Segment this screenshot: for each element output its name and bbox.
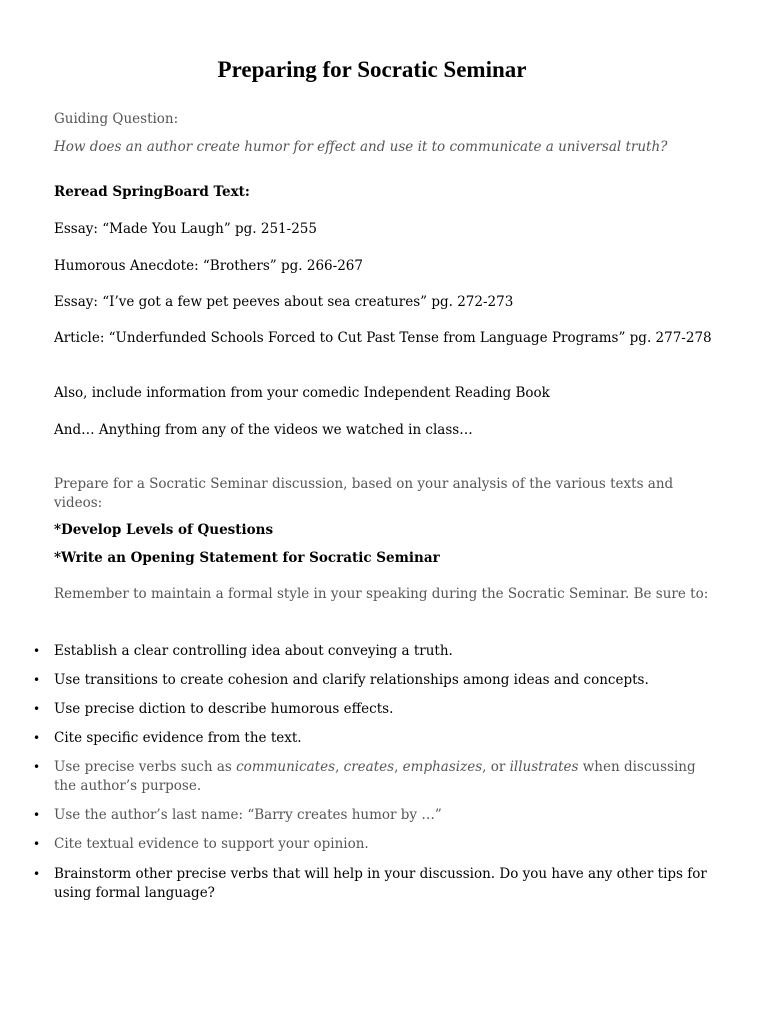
reread-heading: Reread SpringBoard Text: xyxy=(54,184,250,200)
independent-reading-note: Also, include information from your comedic Independent Reading Book xyxy=(54,385,550,401)
bullet-glyph: • xyxy=(33,867,41,881)
bullet-glyph: • xyxy=(33,808,41,822)
bullet-glyph: • xyxy=(33,760,41,774)
text-item-4: Article: “Underfunded Schools Forced to Cut Past Tense from Language Programs” pg. 277-278 xyxy=(54,330,712,346)
tip-brainstorm-verbs: Brainstorm other precise verbs that will help in your discussion. Do you have any other tips for using formal language? xyxy=(54,866,707,901)
tip-author-last-name: Use the author’s last name: “Barry creates humor by …” xyxy=(54,807,442,823)
bullet-glyph: • xyxy=(33,673,41,687)
bullet-glyph: • xyxy=(33,644,41,658)
tip-precise-diction: Use precise diction to describe humorous effects. xyxy=(54,701,394,717)
bullet-glyph: • xyxy=(33,837,41,851)
text-item-1: Essay: “Made You Laugh” pg. 251-255 xyxy=(54,221,317,237)
task-develop-questions: *Develop Levels of Questions xyxy=(54,522,274,538)
guiding-question-text: How does an author create humor for effect and use it to communicate a universal truth? xyxy=(54,139,668,155)
separator: , xyxy=(394,759,403,775)
separator: , or xyxy=(482,759,510,775)
tip-text: Use precise verbs such as xyxy=(54,759,237,775)
text-item-2: Humorous Anecdote: “Brothers” pg. 266-267 xyxy=(54,258,363,274)
text-item-3: Essay: “I’ve got a few pet peeves about sea creatures” pg. 272-273 xyxy=(54,294,514,310)
tip-cite-evidence: Cite specific evidence from the text. xyxy=(54,730,302,746)
tip-text: when discussing the author’s purpose. xyxy=(54,759,696,794)
page-title: Preparing for Socratic Seminar xyxy=(217,57,527,82)
verb-example: creates xyxy=(343,759,395,775)
bullet-glyph: • xyxy=(33,731,41,745)
prepare-instructions: Prepare for a Socratic Seminar discussion, based on your analysis of the various texts and videos: xyxy=(54,476,674,511)
verb-example: emphasizes xyxy=(402,759,483,775)
tip-transitions: Use transitions to create cohesion and clarify relationships among ideas and concepts. xyxy=(54,672,649,688)
separator: , xyxy=(335,759,344,775)
guiding-question-label: Guiding Question: xyxy=(54,111,179,127)
verb-example: illustrates xyxy=(509,759,579,775)
task-opening-statement: *Write an Opening Statement for Socratic Seminar xyxy=(54,550,440,566)
formal-style-reminder: Remember to maintain a formal style in your speaking during the Socratic Seminar. Be sure to: xyxy=(54,586,709,602)
tip-precise-verbs xyxy=(54,758,714,796)
tip-controlling-idea: Establish a clear controlling idea about conveying a truth. xyxy=(54,643,453,659)
videos-note: And… Anything from any of the videos we watched in class… xyxy=(54,422,473,438)
verb-example: communicates xyxy=(236,759,336,775)
bullet-glyph: • xyxy=(33,702,41,716)
tip-textual-evidence: Cite textual evidence to support your opinion. xyxy=(54,836,369,852)
